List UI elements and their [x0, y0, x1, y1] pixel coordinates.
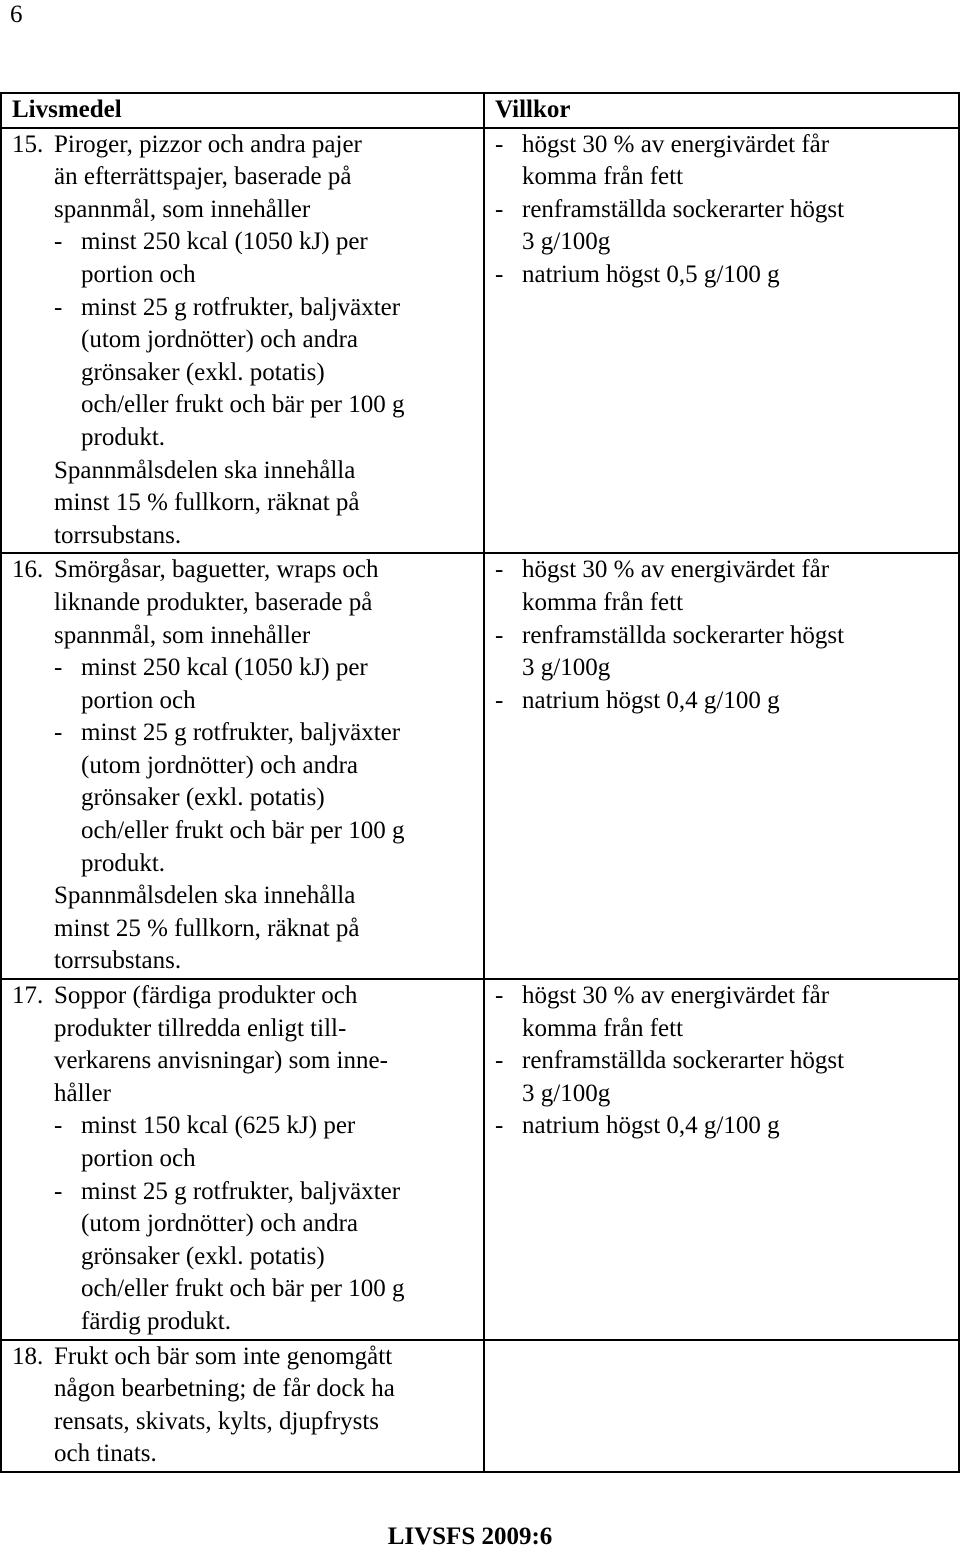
condition-line — [495, 194, 958, 227]
criterion-line — [12, 226, 483, 259]
criterion-continuation: och/eller frukt och bär per 100 g — [81, 817, 405, 845]
food-description-line: liknande produkter, baserade på — [54, 588, 373, 616]
document-footer — [0, 1522, 960, 1552]
condition-text: natrium högst 0,4 g/100 g — [522, 686, 780, 714]
condition-dash: - — [495, 260, 504, 288]
criterion-continuation: och/eller frukt och bär per 100 g — [81, 1275, 405, 1303]
condition-continuation: 3 g/100g — [522, 654, 611, 682]
criterion-line — [12, 717, 483, 750]
condition-dash: - — [495, 982, 504, 1010]
criterion-continuation: (utom jordnötter) och andra — [81, 326, 358, 354]
criterion-continuation: (utom jordnötter) och andra — [81, 1210, 358, 1238]
food-description-line: någon bearbetning; de får dock ha — [54, 1375, 395, 1403]
criterion-continuation: grönsaker (exkl. potatis) — [81, 358, 325, 386]
criterion-dash: - — [54, 719, 63, 747]
condition-line — [495, 1110, 958, 1143]
item-number: 15. — [12, 130, 44, 158]
food-description-line: och tinats. — [54, 1440, 157, 1468]
conditions-cell — [484, 553, 959, 979]
conditions-cell — [484, 979, 959, 1340]
food-description-line: produkter tillredda enligt till- — [54, 1014, 347, 1042]
condition-dash: - — [495, 621, 504, 649]
criterion-dash: - — [54, 1112, 63, 1140]
condition-text: natrium högst 0,4 g/100 g — [522, 1112, 780, 1140]
food-cell — [1, 128, 484, 554]
condition-line — [495, 1045, 958, 1078]
condition-text: högst 30 % av energivärdet får — [522, 130, 830, 158]
condition-text: renframställda sockerarter högst — [522, 1047, 845, 1075]
condition-continuation: 3 g/100g — [522, 1079, 611, 1107]
criterion-line — [12, 652, 483, 685]
food-title: Smörgåsar, baguetter, wraps och — [54, 556, 379, 584]
condition-dash: - — [495, 195, 504, 223]
condition-line — [495, 980, 958, 1013]
criterion-dash: - — [54, 293, 63, 321]
criterion-continuation: produkt. — [81, 423, 166, 451]
criterion-continuation: portion och — [81, 1145, 196, 1172]
table-row — [1, 128, 959, 554]
criterion-text: minst 250 kcal (1050 kJ) per — [81, 654, 368, 682]
condition-line — [495, 620, 958, 653]
criterion-continuation: portion och — [81, 260, 196, 288]
criterion-line — [12, 1110, 483, 1143]
page-number: 6 — [10, 1, 23, 28]
food-cell — [1, 1340, 484, 1472]
criterion-dash: - — [54, 1177, 63, 1205]
criterion-continuation: grönsaker (exkl. potatis) — [81, 1242, 325, 1270]
criterion-continuation: och/eller frukt och bär per 100 g — [81, 391, 405, 419]
item-number: 18. — [12, 1342, 44, 1370]
header-conditions: Villkor — [484, 93, 959, 128]
criterion-continuation: produkt. — [81, 849, 166, 877]
footer-text: LIVSFS 2009:6 — [387, 1523, 553, 1550]
food-title-line — [12, 554, 483, 587]
food-cell — [1, 553, 484, 979]
criterion-text: minst 25 g rotfrukter, baljväxter — [81, 719, 401, 747]
food-title: Soppor (färdiga produkter och — [54, 982, 358, 1010]
food-description-line: spannmål, som innehåller — [54, 195, 311, 223]
food-description-line: håller — [54, 1079, 111, 1107]
food-title-line — [12, 1341, 483, 1374]
criterion-continuation: (utom jordnötter) och andra — [81, 751, 358, 779]
criterion-line — [12, 1176, 483, 1209]
table-row — [1, 1340, 959, 1472]
table-body — [1, 128, 959, 1472]
item-number: 17. — [12, 982, 44, 1010]
condition-dash: - — [495, 1047, 504, 1075]
condition-line — [495, 259, 958, 292]
food-title: Piroger, pizzor och andra pajer — [54, 130, 362, 158]
food-cell — [1, 979, 484, 1340]
condition-continuation: komma från fett — [522, 1014, 684, 1042]
criterion-dash: - — [54, 654, 63, 682]
wholegrain-note-line: Spannmålsdelen ska innehålla — [54, 882, 356, 910]
condition-dash: - — [495, 556, 504, 584]
criterion-dash: - — [54, 228, 63, 256]
condition-line — [495, 685, 958, 718]
food-description-line: än efterrättspajer, baserade på — [54, 163, 352, 191]
condition-text: renframställda sockerarter högst — [522, 195, 845, 223]
item-number: 16. — [12, 556, 44, 584]
condition-text: natrium högst 0,5 g/100 g — [522, 260, 780, 288]
food-description-line: verkarens anvisningar) som inne- — [54, 1047, 388, 1075]
condition-line — [495, 129, 958, 162]
criterion-continuation: portion och — [81, 686, 196, 714]
food-title-line — [12, 980, 483, 1013]
conditions-cell — [484, 128, 959, 554]
wholegrain-note-line: minst 25 % fullkorn, räknat på — [54, 914, 360, 942]
header-food: Livsmedel — [1, 93, 484, 128]
criterion-text: minst 250 kcal (1050 kJ) per — [81, 228, 368, 256]
condition-dash: - — [495, 1112, 504, 1140]
food-title: Frukt och bär som inte genomgått — [54, 1342, 393, 1370]
wholegrain-note-line: torrsubstans. — [54, 947, 182, 975]
criterion-line — [12, 292, 483, 325]
wholegrain-note-line: Spannmålsdelen ska innehålla — [54, 456, 356, 484]
condition-continuation: komma från fett — [522, 588, 684, 616]
criterion-text: minst 25 g rotfrukter, baljväxter — [81, 1177, 401, 1205]
table-header-row — [1, 93, 959, 128]
criterion-text: minst 150 kcal (625 kJ) per — [81, 1112, 356, 1140]
condition-line — [495, 554, 958, 587]
criterion-continuation: grönsaker (exkl. potatis) — [81, 784, 325, 812]
criterion-continuation: färdig produkt. — [81, 1307, 231, 1335]
conditions-cell — [484, 1340, 959, 1472]
condition-dash: - — [495, 130, 504, 158]
condition-dash: - — [495, 686, 504, 714]
wholegrain-note-line: torrsubstans. — [54, 521, 182, 549]
criterion-text: minst 25 g rotfrukter, baljväxter — [81, 293, 401, 321]
food-title-line — [12, 129, 483, 162]
wholegrain-note-line: minst 15 % fullkorn, räknat på — [54, 489, 360, 517]
food-description-line: rensats, skivats, kylts, djupfrysts — [54, 1407, 379, 1435]
table-row — [1, 979, 959, 1340]
food-description-line: spannmål, som innehåller — [54, 621, 311, 649]
food-conditions-table — [0, 92, 960, 1473]
condition-continuation: komma från fett — [522, 163, 684, 191]
condition-text: högst 30 % av energivärdet får — [522, 982, 830, 1010]
condition-text: högst 30 % av energivärdet får — [522, 556, 830, 584]
condition-text: renframställda sockerarter högst — [522, 621, 845, 649]
condition-continuation: 3 g/100g — [522, 228, 611, 256]
table-row — [1, 553, 959, 979]
